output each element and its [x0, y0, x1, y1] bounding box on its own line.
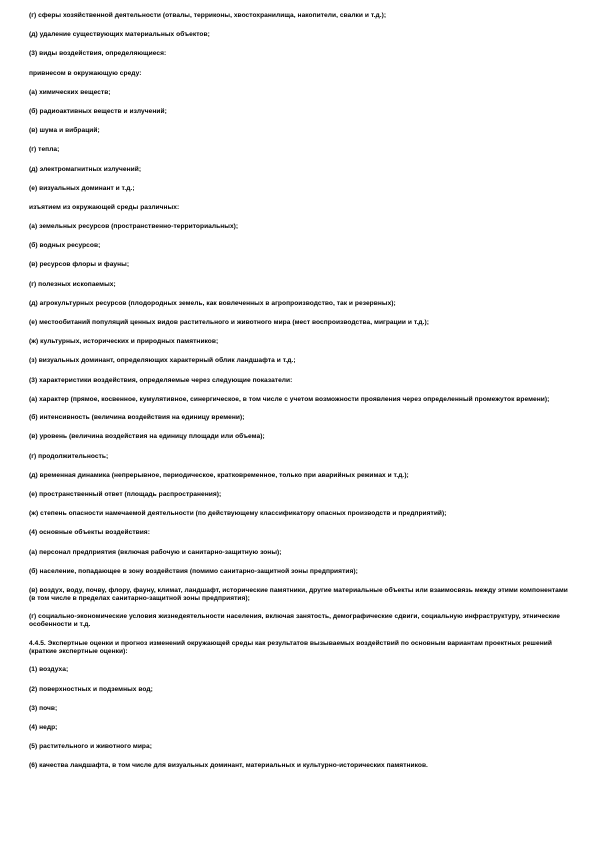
paragraph: (2) поверхностных и подземных вод;: [29, 685, 153, 693]
paragraph: (г) продолжительность;: [29, 452, 109, 460]
paragraph: (1) воздуха;: [29, 666, 69, 674]
paragraph: (б) интенсивность (величина воздействия на единицу времени);: [29, 414, 245, 422]
paragraph: (б) население, попадающее в зону воздействия (помимо санитарно-защитной зоны предприятия);: [29, 567, 358, 575]
paragraph: (в) воздух, воду, почву, флору, фауну, климат, ландшафт, исторические памятники, другие материальные объекты или взаимосвязь между этими компонентами (в том числе в пределах санитарно-защитной зоны предприятия);: [29, 586, 568, 602]
paragraph: привнесом в окружающую среду:: [29, 69, 142, 77]
paragraph: (в) шума и вибраций;: [29, 127, 100, 135]
paragraph: (д) агрокультурных ресурсов (плодородных земель, как вовлеченных в агропроизводство, так и резервных);: [29, 299, 396, 307]
paragraph: (г) тепла;: [29, 146, 60, 154]
paragraph: (б) радиоактивных веществ и излучений;: [29, 107, 167, 115]
paragraph: (ж) культурных, исторических и природных памятников;: [29, 338, 219, 346]
paragraph: (б) водных ресурсов;: [29, 242, 101, 250]
paragraph: (а) земельных ресурсов (пространственно-территориальных);: [29, 223, 239, 231]
paragraph: (а) характер (прямое, косвенное, кумулятивное, синергическое, в том числе с учетом возможности проявления через определенный промежуток времени);: [29, 395, 550, 403]
paragraph: (д) временная динамика (непрерывное, периодическое, кратковременное, только при аварийных режимах и т.д.);: [29, 471, 409, 479]
paragraph: (6) качества ландшафта, в том числе для визуальных доминант, материальных и культурно-исторических памятников.: [29, 762, 428, 770]
paragraph: (е) местообитаний популяций ценных видов растительного и животного мира (мест воспроизводства, миграции и т.д.);: [29, 319, 430, 326]
paragraph: (в) уровень (величина воздействия на единицу площади или объема);: [29, 433, 265, 441]
paragraph: (г) социально-экономические условия жизнедеятельности населения, включая занятость, демографические сдвиги, социальную инфраструктуру, этнические особенности и т.д.: [29, 613, 560, 629]
paragraph: (5) растительного и животного мира;: [29, 743, 152, 751]
paragraph: (ж) степень опасности намечаемой деятельности (по действующему классификатору опасных производств и предприятий);: [29, 510, 447, 518]
paragraph: (а) персонал предприятия (включая рабочую и санитарно-защитную зоны);: [29, 548, 282, 556]
paragraph: (а) химических веществ;: [29, 88, 111, 96]
paragraph: (з) визуальных доминант, определяющих характерный облик ландшафта и т.д.;: [29, 357, 296, 365]
paragraph: (3) виды воздействия, определяющиеся:: [29, 50, 167, 58]
paragraph: изъятием из окружающей среды различных:: [29, 203, 180, 211]
paragraph: (е) визуальных доминант и т.д.;: [29, 184, 135, 192]
paragraph: (3) характеристики воздействия, определяемые через следующие показатели:: [29, 376, 293, 384]
paragraph: (г) полезных ископаемых;: [29, 280, 116, 288]
paragraph: (3) почв;: [29, 704, 58, 712]
paragraph: (г) сферы хозяйственной деятельности (отвалы, терриконы, хвостохранилища, накопители, свалки и т.д.);: [29, 12, 387, 19]
paragraph: (д) удаление существующих материальных объектов;: [29, 31, 210, 39]
section-heading: 4.4.5. Экспертные оценки и прогноз изменений окружающей среды как результатов вызываемых воздействий по основным вариантам проектных решений (краткие экспертные оценки):: [29, 639, 552, 655]
paragraph: (д) электромагнитных излучений;: [29, 165, 142, 173]
document-body: [29, 12, 569, 782]
paragraph: (4) основные объекты воздействия:: [29, 529, 150, 537]
paragraph: (в) ресурсов флоры и фауны;: [29, 261, 130, 269]
paragraph: (е) пространственный ответ (площадь распространения);: [29, 491, 222, 498]
paragraph: (4) недр;: [29, 724, 58, 731]
